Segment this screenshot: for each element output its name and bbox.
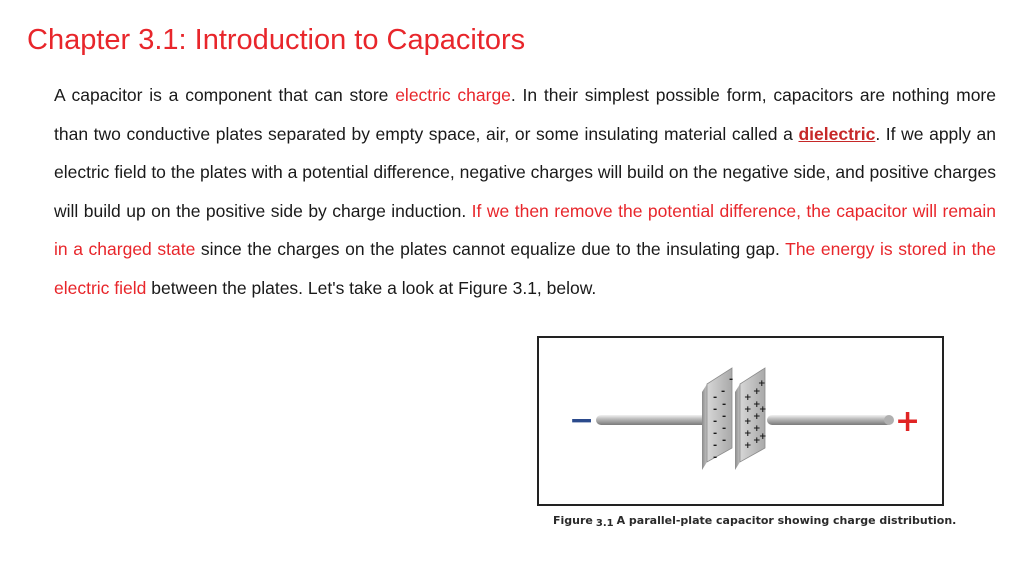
svg-text:+: + — [744, 429, 752, 439]
svg-text:-: - — [722, 411, 727, 422]
negative-terminal-sign: − — [569, 403, 595, 438]
caption-number: 3.1 — [595, 518, 614, 529]
figure-caption — [553, 514, 956, 527]
svg-text:-: - — [713, 392, 718, 403]
svg-text:+: + — [759, 405, 767, 415]
svg-text:+: + — [753, 436, 761, 446]
page-title: Chapter 3.1: Introduction to Capacitors — [27, 24, 526, 56]
svg-text:-: - — [713, 404, 718, 415]
right-wire — [767, 415, 892, 425]
body-paragraph — [54, 76, 996, 308]
text-segment: between the plates. Let's take a look at Figure 3.1, below. — [146, 277, 597, 298]
text-segment: . If we apply an electric field to the plates with a potential difference, negative charges will build on the negative side, and positive charges will build up on the positive side by charge induction. — [54, 123, 996, 221]
caption-text: A parallel-plate capacitor showing charge distribution. — [616, 514, 957, 527]
left-plate-edge — [702, 384, 707, 470]
svg-text:+: + — [753, 400, 761, 410]
highlight-electric-charge: electric charge — [395, 85, 511, 105]
svg-text:+: + — [753, 387, 761, 397]
svg-text:-: - — [722, 423, 727, 434]
dielectric-link[interactable]: dielectric — [798, 123, 876, 144]
caption-label: Figure — [553, 514, 593, 527]
positive-terminal-sign: + — [895, 404, 921, 439]
right-plate-edge — [735, 384, 740, 470]
svg-text:+: + — [744, 441, 752, 451]
wire-end — [884, 415, 894, 425]
svg-text:+: + — [744, 417, 752, 427]
left-wire — [596, 415, 709, 425]
svg-text:-: - — [713, 452, 718, 463]
svg-text:+: + — [753, 412, 761, 422]
svg-text:-: - — [713, 428, 718, 439]
highlight-charged-state: If we then remove the potential difference, the capacitor will remain in a charged state — [54, 200, 996, 260]
text-segment: . In their simplest possible form, capacitors are nothing more than two conductive plates separated by empty space, air, or some insulating material called a — [54, 85, 996, 144]
highlight-energy-field: The energy is stored in the electric field — [54, 239, 996, 298]
svg-text:-: - — [722, 399, 727, 410]
svg-text:+: + — [759, 432, 767, 442]
svg-text:+: + — [753, 424, 761, 434]
svg-text:-: - — [713, 416, 718, 427]
svg-text:+: + — [744, 405, 752, 415]
svg-text:-: - — [721, 386, 726, 397]
text-segment: since the charges on the plates cannot equalize due to the insulating gap. — [195, 239, 786, 260]
capacitor-figure — [537, 336, 944, 506]
svg-text:-: - — [713, 440, 718, 451]
capacitor-diagram — [539, 338, 946, 508]
svg-text:+: + — [744, 393, 752, 403]
svg-text:+: + — [758, 379, 766, 389]
svg-text:-: - — [722, 435, 727, 446]
svg-text:-: - — [729, 374, 734, 385]
text-segment: A capacitor is a component that can store — [54, 85, 396, 105]
